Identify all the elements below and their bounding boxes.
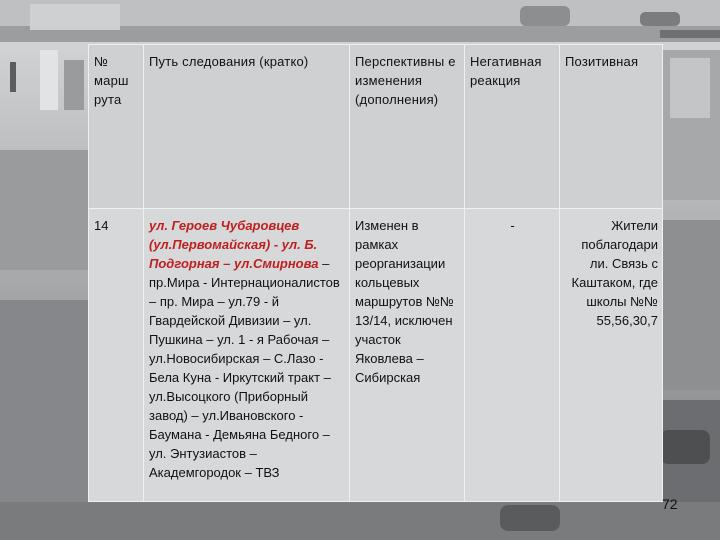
header-route-number: № марш рута — [89, 45, 144, 209]
cell-route-number: 14 — [89, 209, 144, 502]
path-rest: – пр.Мира - Интернационалистов – пр. Мира – ул.79 - й Гвардейской Дивизии – ул. Пушкина – ул. 1 - я Рабочая – ул.Новосибирская – С.Лазо - Бела Куна - Иркутский тракт – ул.Высоцкого (Приборный завод) – ул.Ивановского - Баумана - Демьяна Бедного – ул. Энтузиастов – Академгородок – ТВЗ — [149, 256, 340, 480]
header-changes: Перспективны е изменения (дополнения) — [350, 45, 465, 209]
cell-negative: - — [465, 209, 560, 502]
cell-changes: Изменен в рамках реорганизации кольцевых маршрутов №№ 13/14, исключен участок Яковлева – Сибирская — [350, 209, 465, 502]
header-positive: Позитивная — [560, 45, 663, 209]
table-header-row — [89, 45, 663, 209]
table-row — [89, 209, 663, 502]
path-highlight: ул. Героев Чубаровцев (ул.Первомайская) - ул. Б. Подгорная – ул.Смирнова — [149, 218, 319, 271]
header-negative: Негативная реакция — [465, 45, 560, 209]
route-table — [88, 44, 663, 502]
cell-path — [144, 209, 350, 502]
header-path: Путь следования (кратко) — [144, 45, 350, 209]
page-number: 72 — [662, 496, 678, 512]
cell-positive: Жители поблагодари ли. Связь с Каштаком, где школы №№ 55,56,30,7 — [560, 209, 663, 502]
